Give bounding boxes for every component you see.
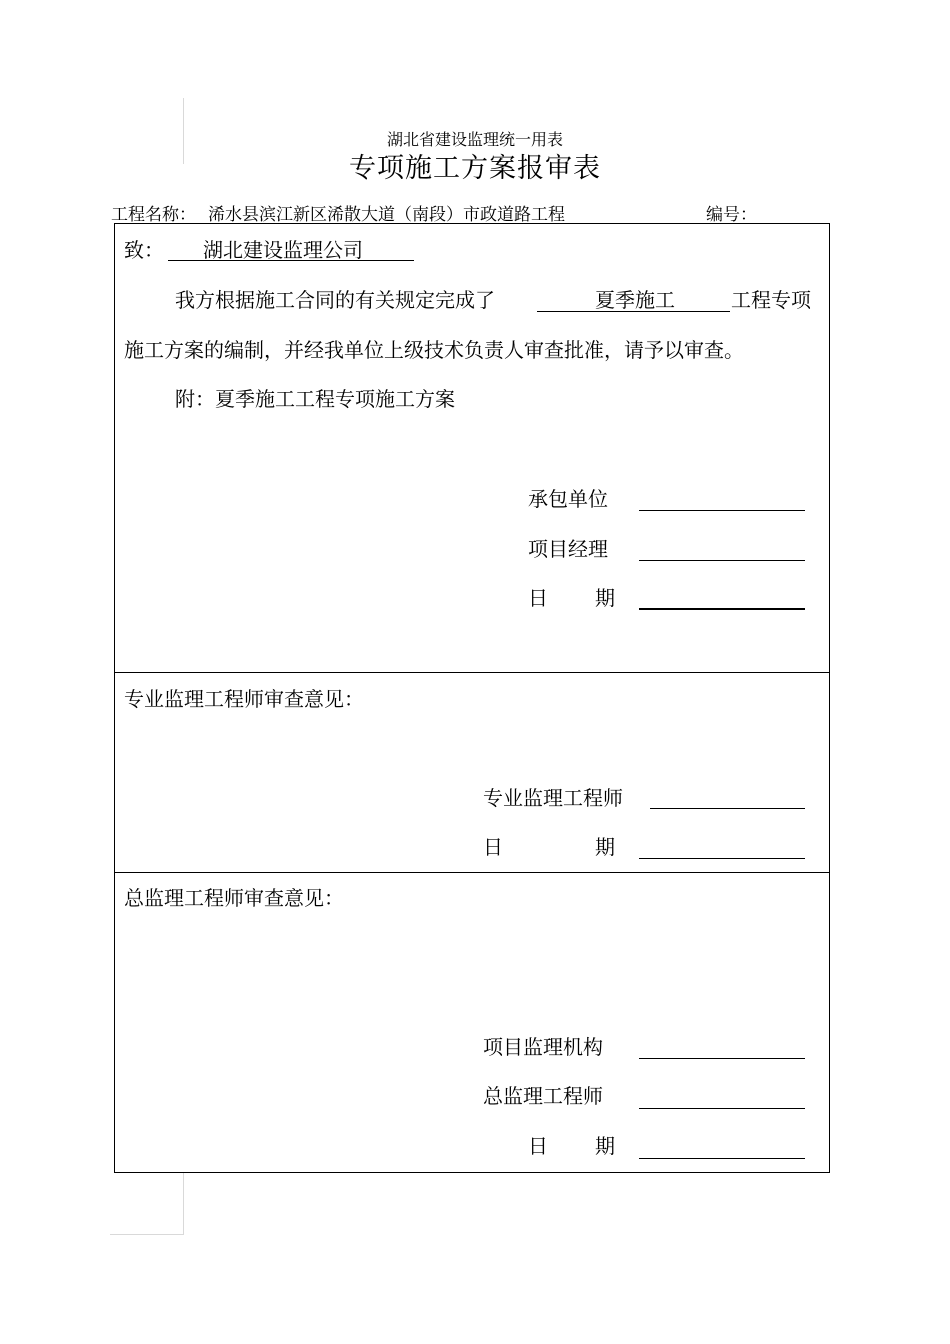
chief-date-label-char-2: 期 <box>595 1134 615 1158</box>
chief-review-heading: 总监理工程师审查意见： <box>124 886 344 910</box>
date-label-char-1: 日 <box>528 586 548 610</box>
attachment-text: 附：夏季施工工程专项施工方案 <box>175 387 455 411</box>
recipient-underline <box>168 260 414 261</box>
supervision-agency-label: 项目监理机构 <box>483 1035 603 1059</box>
chief-date-label-char-1: 日 <box>528 1134 548 1158</box>
chief-date-line <box>639 1158 805 1159</box>
project-manager-signature-line <box>639 560 805 561</box>
project-name-label: 工程名称： <box>111 205 196 225</box>
submission-project: 夏季施工 <box>595 288 675 312</box>
row-divider-1 <box>114 672 830 673</box>
contractor-label: 承包单位 <box>528 487 608 511</box>
specialist-date-label-char-2: 期 <box>595 835 615 859</box>
chief-engineer-signature-line <box>639 1108 805 1109</box>
to-label: 致： <box>124 238 164 262</box>
form-title: 专项施工方案报审表 <box>349 153 601 184</box>
crop-mark-bottom-horizontal <box>110 1234 184 1235</box>
submission-text-prefix: 我方根据施工合同的有关规定完成了 <box>175 288 495 312</box>
date-label-char-2: 期 <box>595 586 615 610</box>
recipient-company: 湖北建设监理公司 <box>203 238 363 262</box>
submission-project-underline <box>537 311 730 312</box>
form-subtitle: 湖北省建设监理统一用表 <box>386 130 563 149</box>
project-manager-label: 项目经理 <box>528 537 608 561</box>
chief-engineer-label: 总监理工程师 <box>483 1084 603 1108</box>
specialist-review-heading: 专业监理工程师审查意见： <box>124 687 364 711</box>
project-name-value: 浠水县滨江新区浠散大道（南段）市政道路工程 <box>208 205 565 225</box>
supervision-agency-signature-line <box>639 1058 805 1059</box>
contractor-signature-line <box>639 510 805 511</box>
specialist-date-label-char-1: 日 <box>483 835 503 859</box>
submission-text-line2: 施工方案的编制，并经我单位上级技术负责人审查批准，请予以审查。 <box>124 338 744 362</box>
specialist-engineer-label: 专业监理工程师 <box>483 786 623 810</box>
specialist-date-line <box>639 858 805 859</box>
specialist-engineer-signature-line <box>650 808 805 809</box>
form-number-label: 编号： <box>706 205 757 225</box>
submission-text-suffix: 工程专项 <box>731 288 811 312</box>
row-divider-2 <box>114 872 830 873</box>
date-signature-line <box>639 608 805 610</box>
crop-mark-bottom-vertical <box>183 1173 184 1235</box>
